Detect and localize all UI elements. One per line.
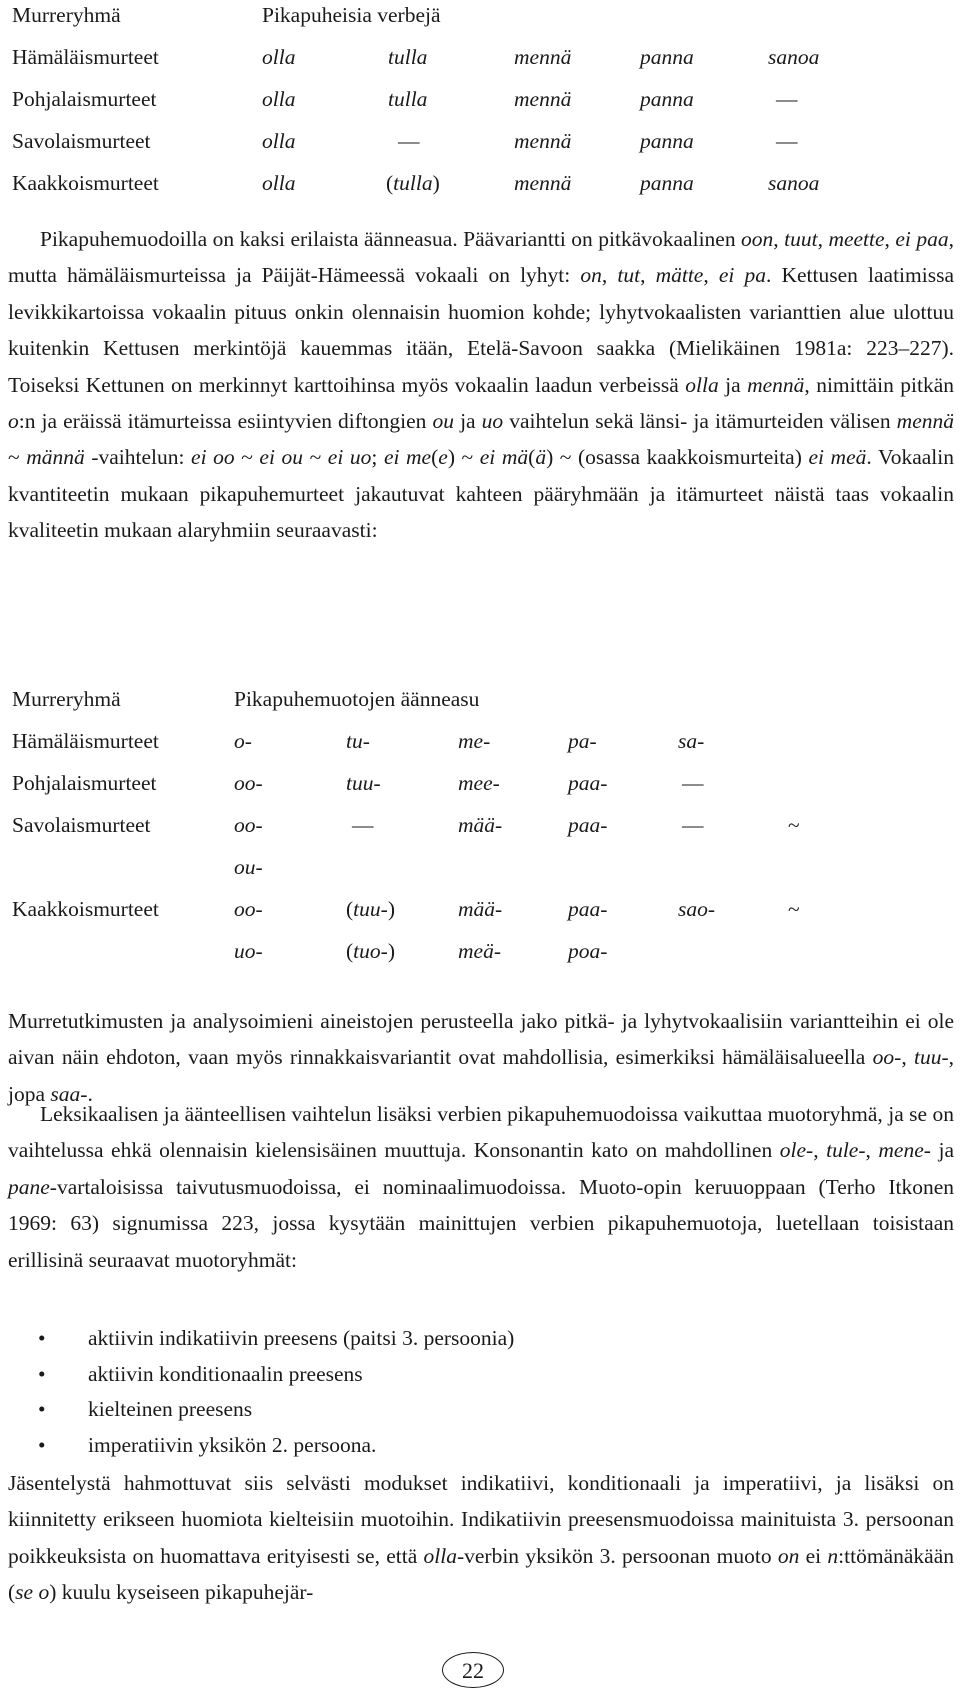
body-paragraph bbox=[8, 1465, 954, 1611]
example-word: tule- bbox=[826, 1138, 866, 1163]
dialect-group: Kaakkoismurteet bbox=[12, 897, 159, 921]
text-run: Leksikaalisen ja äänteellisen vaihtelun lisäksi verbien pikapuhemuodoissa vaikuttaa muotoryhmä, ja se on vaihtelussa ehkä olennaisin kielensisäinen muuttuja. Konsonantin kato on mahdollinen bbox=[8, 1102, 954, 1163]
text-run: , bbox=[703, 263, 719, 288]
form-cell: paa- bbox=[568, 897, 608, 921]
table-row bbox=[0, 846, 960, 888]
form-cell: mää- bbox=[458, 813, 503, 837]
column-header-title: Pikapuhemuotojen äänneasu bbox=[234, 687, 480, 711]
form-cell: o- bbox=[234, 729, 252, 753]
verb-cell: mennä bbox=[514, 87, 572, 111]
page-number: 22 bbox=[442, 1652, 504, 1688]
example-word: ei mä bbox=[479, 445, 529, 470]
verb-cell: panna bbox=[640, 129, 694, 153]
verb-cell: olla bbox=[262, 45, 296, 69]
example-word: ole- bbox=[779, 1138, 814, 1163]
table-row bbox=[0, 120, 960, 162]
text-run: , bbox=[640, 263, 656, 288]
missing-form-dash: — bbox=[682, 813, 704, 837]
text-run: , bbox=[773, 227, 785, 251]
form-cell: oo- bbox=[234, 813, 263, 837]
body-paragraph bbox=[8, 221, 954, 549]
text-run: , bbox=[865, 1138, 879, 1163]
example-word: se o bbox=[15, 1580, 50, 1605]
example-word: männä bbox=[26, 445, 85, 470]
verb-cell: olla bbox=[262, 87, 296, 111]
text-run: , bbox=[601, 263, 618, 288]
form-cell: mee- bbox=[458, 771, 500, 795]
form-cell: pa- bbox=[568, 729, 597, 753]
verb-cell: olla bbox=[262, 129, 296, 153]
missing-form-dash: — bbox=[776, 87, 798, 111]
text-run: :n ja eräissä itämurteissa esiintyvien diftongien bbox=[18, 409, 433, 434]
list-item bbox=[0, 1392, 960, 1428]
column-header-title: Pikapuheisia verbejä bbox=[262, 3, 441, 27]
variation-tilde: ~ bbox=[788, 897, 800, 921]
paren-open: ( bbox=[386, 171, 394, 195]
form-cell: me- bbox=[458, 729, 491, 753]
verb-cell: mennä bbox=[514, 129, 572, 153]
example-word: meette bbox=[828, 227, 885, 251]
text-run: ) ~ bbox=[447, 445, 480, 470]
text-run: , bbox=[901, 1045, 914, 1070]
table-row bbox=[0, 804, 960, 846]
missing-form-dash: — bbox=[352, 813, 374, 837]
form-cell: poa- bbox=[568, 939, 608, 963]
list-item-text: kielteinen preesens bbox=[88, 1397, 253, 1422]
form-cell: uo- bbox=[234, 939, 263, 963]
example-word: pane bbox=[8, 1174, 50, 1199]
example-word: mätte bbox=[655, 263, 704, 288]
text-run: ( bbox=[431, 445, 439, 470]
verb-text: tulla bbox=[393, 171, 433, 195]
dialect-group: Savolaismurteet bbox=[12, 813, 151, 837]
list-item bbox=[0, 1428, 960, 1464]
form-cell: oo- bbox=[234, 897, 263, 921]
bullet-icon: • bbox=[38, 1361, 46, 1386]
text-run: . Kettusen laatimissa levikkikartoissa vokaalin pituus onkin olennaisin huomion kohde; lyhytvokaalisten varianttien alue ulottuu kuitenkin Kettusen merkintöjä kauemmas itään, Etelä-Savoon saakka (Mielikäinen 1981a: 223–227). Toiseksi Kettunen on merkinnyt karttoihinsa myös vokaalin laadun verbeissä bbox=[8, 263, 955, 397]
example-word: ei oo bbox=[191, 445, 235, 470]
text-run: vaihtelun sekä länsi- ja itämurteiden välisen bbox=[503, 409, 897, 434]
text-run: , bbox=[813, 1138, 827, 1163]
form-cell: sa- bbox=[678, 729, 705, 753]
table-header-row bbox=[0, 0, 960, 36]
list-item-text: aktiivin indikatiivin preesens (paitsi 3. persoonia) bbox=[88, 1326, 515, 1350]
table-row bbox=[0, 720, 960, 762]
form-cell: paa- bbox=[568, 771, 608, 795]
text-run: ~ bbox=[234, 445, 260, 470]
example-word: ei me bbox=[383, 445, 432, 470]
list-item bbox=[0, 1321, 960, 1357]
text-run: ) kuulu kyseiseen pikapuhejär- bbox=[49, 1580, 314, 1605]
example-word: olla bbox=[423, 1543, 457, 1568]
verb-cell: panna bbox=[640, 171, 694, 195]
dialect-group: Savolaismurteet bbox=[12, 129, 151, 153]
example-word: tut bbox=[617, 263, 641, 288]
example-word: oo- bbox=[872, 1045, 902, 1070]
form-text: tuo- bbox=[353, 939, 388, 963]
paren-close: ) bbox=[387, 897, 395, 921]
text-run: . Vokaalin kvantiteetin mukaan pikapuhemurteet jakautuvat kahteen pääryhmään ja itämurteet näistä taas vokaalin kvaliteetin mukaan alaryhmiin seuraavasti: bbox=[8, 445, 954, 543]
text-run: -vartaloisissa taivutusmuodoissa, ei nominaalimuodoissa. Muoto-opin keruuoppaan (Terho Itkonen 1969: 63) signumissa 223, jossa kysytään mainittujen verbien pikapuhemuotoja, luetellaan toisistaan erillisinä seuraavat muotoryhmät: bbox=[8, 1174, 954, 1272]
dialect-group: Kaakkoismurteet bbox=[12, 171, 159, 195]
example-word: ou bbox=[432, 409, 454, 434]
text-run: ~ bbox=[8, 445, 27, 470]
paren-close: ) bbox=[432, 171, 440, 195]
example-word: on bbox=[777, 1543, 800, 1568]
text-run: , nimittäin pitkän bbox=[804, 372, 954, 397]
table-row bbox=[0, 930, 960, 972]
paren-close: ) bbox=[387, 939, 395, 963]
example-word: ei pa bbox=[718, 263, 766, 288]
missing-form-dash: — bbox=[398, 129, 420, 153]
verb-cell: tulla bbox=[388, 45, 428, 69]
text-run: Pikapuhemuodoilla on kaksi erilaista äänneasua. Päävariantti on pitkävokaalinen bbox=[40, 227, 742, 251]
body-paragraph bbox=[8, 1096, 954, 1278]
example-word: o bbox=[8, 409, 19, 434]
form-cell: meä- bbox=[458, 939, 501, 963]
example-word: oon bbox=[741, 227, 774, 251]
paren-open: ( bbox=[346, 939, 354, 963]
bullet-list bbox=[0, 1321, 960, 1463]
missing-form-dash: — bbox=[682, 771, 704, 795]
paren-open: ( bbox=[346, 897, 354, 921]
verb-cell: olla bbox=[262, 171, 296, 195]
dialect-group: Pohjalaismurteet bbox=[12, 771, 157, 795]
list-item-text: imperatiivin yksikön 2. persoona. bbox=[88, 1432, 377, 1457]
example-word: ei ou bbox=[259, 445, 304, 470]
form-cell: sao- bbox=[678, 897, 716, 921]
verb-table bbox=[0, 0, 960, 204]
form-cell: tuu- bbox=[346, 771, 381, 795]
verb-cell: sanoa bbox=[768, 171, 820, 195]
example-word: tuu- bbox=[913, 1045, 949, 1070]
form-text: tuu- bbox=[353, 897, 388, 921]
verb-cell: tulla bbox=[388, 87, 428, 111]
form-cell bbox=[346, 888, 395, 930]
example-word: ä bbox=[535, 445, 547, 470]
table-row bbox=[0, 78, 960, 120]
form-cell bbox=[346, 930, 395, 972]
table-row bbox=[0, 762, 960, 804]
form-cell: paa- bbox=[568, 813, 608, 837]
example-word: uo bbox=[481, 409, 504, 434]
text-run: , bbox=[817, 227, 829, 251]
example-word: e bbox=[438, 445, 448, 470]
variation-tilde: ~ bbox=[788, 813, 800, 837]
form-cell: oo- bbox=[234, 771, 263, 795]
bullet-icon: • bbox=[38, 1397, 46, 1422]
text-run: ja bbox=[454, 409, 482, 434]
pronunciation-table bbox=[0, 678, 960, 972]
verb-cell: panna bbox=[640, 87, 694, 111]
dialect-group: Hämäläismurteet bbox=[12, 729, 159, 753]
example-word: mennä bbox=[747, 372, 805, 397]
dialect-group: Pohjalaismurteet bbox=[12, 87, 157, 111]
verb-cell: panna bbox=[640, 45, 694, 69]
text-run: ~ bbox=[303, 445, 328, 470]
example-word: n bbox=[827, 1543, 839, 1568]
table-row bbox=[0, 162, 960, 204]
list-item bbox=[0, 1357, 960, 1393]
example-word: ei paa bbox=[895, 227, 949, 251]
table-row bbox=[0, 888, 960, 930]
verb-cell: mennä bbox=[514, 171, 572, 195]
form-cell: tu- bbox=[346, 729, 370, 753]
list-item-text: aktiivin konditionaalin preesens bbox=[88, 1361, 363, 1386]
text-run: ja bbox=[930, 1138, 954, 1163]
example-word: mene- bbox=[878, 1138, 931, 1163]
text-run: -vaihtelun: bbox=[84, 445, 192, 470]
text-run: , mutta hämäläismurteissa ja Päijät-Hämeessä vokaali on lyhyt: bbox=[8, 227, 954, 288]
text-run: :ttömänäkään ( bbox=[8, 1543, 954, 1605]
example-word: on bbox=[580, 263, 602, 288]
text-run: ja bbox=[718, 372, 748, 397]
example-word: olla bbox=[685, 372, 719, 397]
verb-cell: mennä bbox=[514, 45, 572, 69]
text-run: -verbin yksikön 3. persoonan muoto bbox=[456, 1543, 778, 1568]
verb-cell: sanoa bbox=[768, 45, 820, 69]
table-header-row bbox=[0, 678, 960, 720]
example-word: saa- bbox=[50, 1081, 88, 1106]
example-word: tuut bbox=[784, 227, 818, 251]
bullet-icon: • bbox=[38, 1432, 46, 1457]
form-cell: ou- bbox=[234, 855, 263, 879]
column-header-group: Murreryhmä bbox=[12, 3, 121, 27]
example-word: ei uo bbox=[327, 445, 372, 470]
form-cell: mää- bbox=[458, 897, 503, 921]
text-run: ; bbox=[371, 445, 384, 470]
text-run: , jopa bbox=[8, 1045, 954, 1106]
missing-form-dash: — bbox=[776, 129, 798, 153]
text-run: . bbox=[87, 1081, 93, 1106]
verb-cell bbox=[386, 162, 440, 204]
text-run: ei bbox=[799, 1543, 828, 1568]
example-word: ei meä bbox=[808, 445, 867, 470]
bullet-icon: • bbox=[38, 1326, 46, 1350]
example-word: mennä bbox=[896, 409, 954, 434]
text-run: Murretutkimusten ja analysoimieni aineistojen perusteella jako pitkä- ja lyhytvokaalisiin variantteihin ei ole aivan näin ehdoton, vaan myös rinnakkaisvariantit ovat mahdollisia, esimerkiksi hämäläisalueella bbox=[8, 1009, 954, 1070]
column-header-group: Murreryhmä bbox=[12, 687, 121, 711]
text-run: ( bbox=[528, 445, 536, 470]
text-run: Jäsentelystä hahmottuvat siis selvästi modukset indikatiivi, konditionaali ja imperatiivi, ja lisäksi on kiinnitetty erikseen huomiota kielteisiin muotoihin. Indikatiivin preesensmuodoissa mainituista 3. persoonan poikkeuksista on huomattava erityisesti se, että bbox=[8, 1471, 954, 1568]
text-run: ) ~ (osassa kaakkoismurteita) bbox=[546, 445, 809, 470]
text-run: , bbox=[884, 227, 896, 251]
table-row bbox=[0, 36, 960, 78]
dialect-group: Hämäläismurteet bbox=[12, 45, 159, 69]
